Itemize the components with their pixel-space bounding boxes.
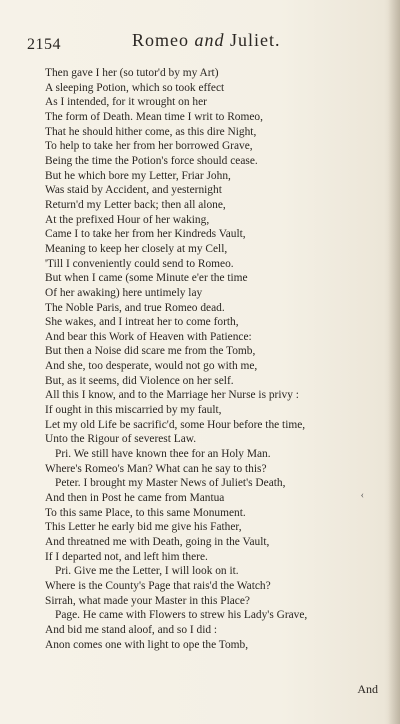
text-line: Page. He came with Flowers to strew his Lady's Grave, — [55, 609, 308, 622]
text-line: Unto the Rigour of severest Law. — [45, 433, 197, 446]
text-line: Where is the County's Page that rais'd the Watch? — [45, 579, 271, 592]
text-line: Return'd my Letter back; then all alone, — [45, 198, 226, 211]
text-line: Sirrah, what made your Master in this Place? — [45, 594, 250, 607]
page-edge-shadow — [388, 0, 400, 724]
text-line: Meaning to keep her closely at my Cell, — [45, 242, 228, 255]
text-line: Anon comes one with light to ope the Tomb, — [45, 638, 249, 651]
text-line: To this same Place, to this same Monument. — [45, 506, 246, 519]
text-line: But when I came (some Minute e'er the time — [45, 272, 248, 285]
text-line: And then in Post he came from Mantua — [45, 492, 225, 505]
text-line: This Letter he early bid me give his Father, — [45, 521, 242, 534]
text-line: To help to take her from her borrowed Grave, — [45, 140, 253, 153]
text-line: Being the time the Potion's force should cease. — [45, 154, 258, 167]
text-line: She wakes, and I intreat her to come forth, — [45, 316, 239, 329]
text-line: And bid me stand aloof, and so I did : — [45, 623, 218, 636]
text-line: The Noble Paris, and true Romeo dead. — [45, 301, 225, 314]
text-line: All this I know, and to the Marriage her Nurse is privy : — [45, 389, 299, 402]
text-line: Came I to take her from her Kindreds Vault, — [45, 228, 246, 241]
text-line: But he which bore my Letter, Friar John, — [45, 169, 231, 182]
text-line: But then a Noise did scare me from the Tomb, — [45, 345, 256, 358]
text-line: Pri. We still have known thee for an Holy Man. — [55, 448, 271, 461]
title-part-2: Juliet. — [230, 30, 281, 50]
text-line: But, as it seems, did Violence on her self. — [45, 374, 234, 387]
text-line: Then gave I her (so tutor'd by my Art) — [45, 67, 219, 79]
text-line: A sleeping Potion, which so took effect — [45, 81, 225, 94]
text-line: Where's Romeo's Man? What can he say to this? — [45, 462, 267, 475]
text-line: As I intended, for it wrought on her — [45, 96, 207, 109]
text-line: Pri. Give me the Letter, I will look on it. — [55, 565, 239, 578]
text-line: At the prefixed Hour of her waking, — [45, 213, 210, 226]
body-text — [45, 66, 385, 652]
catchword: And — [357, 682, 378, 696]
margin-mark: ‹ — [360, 490, 364, 501]
text-line: Let my old Life be sacrific'd, some Hour before the time, — [45, 418, 306, 431]
text-line: And she, too desperate, would not go with me, — [45, 360, 258, 373]
text-line: The form of Death. Mean time I writ to Romeo, — [45, 110, 263, 123]
text-line: Peter. I brought my Master News of Juliet's Death, — [55, 477, 286, 490]
text-line: And bear this Work of Heaven with Patience: — [45, 330, 252, 343]
text-line: Of her awaking) here untimely lay — [45, 286, 203, 299]
running-title — [132, 30, 281, 51]
text-line: That he should hither come, as this dire Night, — [45, 125, 257, 138]
text-line: If ought in this miscarried by my fault, — [45, 404, 222, 417]
text-line: 'Till I conveniently could send to Romeo. — [45, 257, 234, 270]
text-line: Was staid by Accident, and yesternight — [45, 184, 222, 197]
title-part-1: Romeo — [132, 30, 189, 50]
text-line: If I departed not, and left him there. — [45, 550, 208, 563]
text-line: And threatned me with Death, going in the Vault, — [45, 536, 270, 548]
running-header — [27, 28, 380, 54]
page-number: 2154 — [27, 36, 61, 53]
title-amp: and — [194, 30, 225, 50]
